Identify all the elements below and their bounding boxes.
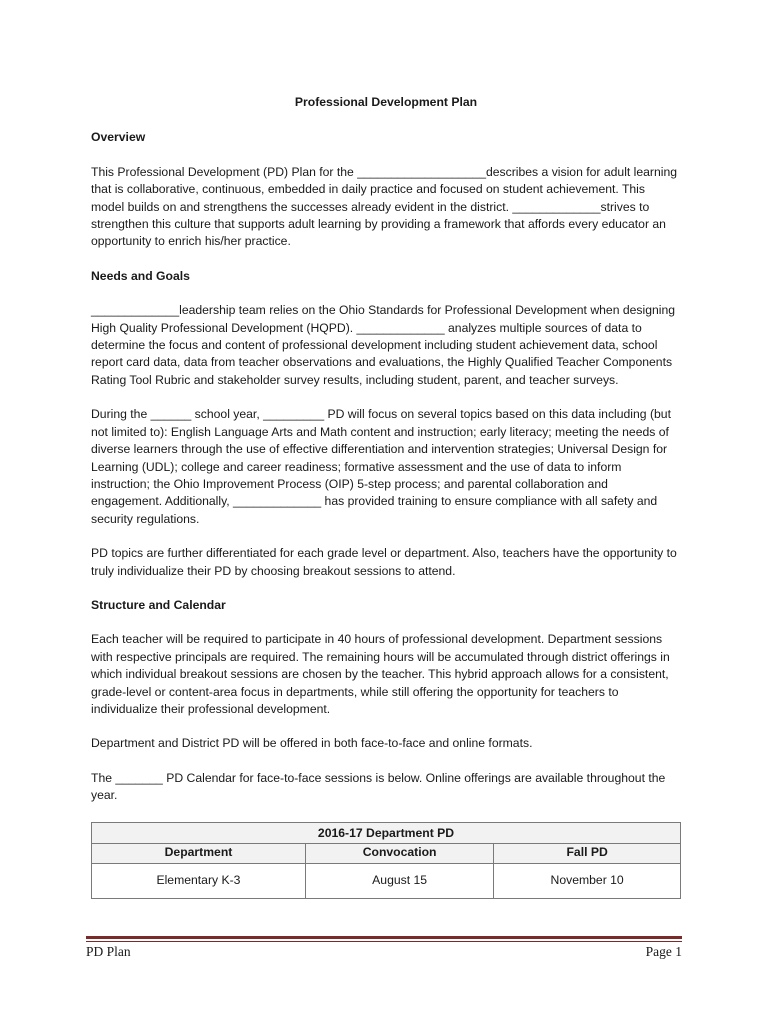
table-span-header-anchor [494,822,681,843]
footer-page-number: Page 1 [645,944,682,959]
footer-document-name: PD Plan [86,944,131,959]
pd-calendar-table [91,822,681,899]
needs-paragraph-1: _____________leadership team relies on the Ohio Standards for Professional Development when designing High Quality Professional Development (HQPD). _____________ analyzes multiple sources of data to determine the focus and content of professional development including student achievement data, school report card data, data from teacher observations and evaluations, the Highly Qualified Teacher Components Rating Tool Rubric and stakeholder survey results, including student, parent, and teacher surveys. [91,303,676,387]
table-spacer [92,822,494,843]
footer-rule-thin [86,941,682,942]
overview-paragraph: This Professional Development (PD) Plan for the ___________________describes a vision for adult learning that is collaborative, continuous, embedded in daily practice and focused on student achievement. This model builds on and strengthens the successes already evident in the district. _____________strives to strengthen this culture that supports adult learning by providing a framework that affords every educator an opportunity to enrich his/her practice. [91,164,678,249]
document-body [91,94,681,899]
structure-paragraph-1: Each teacher will be required to participate in 40 hours of professional development. Department sessions with respective principals are required. The remaining hours will be accumulated through district offerings in which individual breakout sessions are chosen by the teacher. This hybrid approach allows for a consistent, grade-level or content-area focus in departments, while still offering the opportunity for teachers to individualize their professional development. [91,632,670,716]
cell-convocation: August 15 [305,863,493,898]
needs-paragraph-2: During the ______ school year, _________ PD will focus on several topics based on this data including (but not limited to): English Language Arts and Math content and instruction; early literacy; meeting the needs of diverse learners through the use of effective differentiation and intervention strategies; Universal Design for Learning (UDL); college and career readiness; formative assessment and the use of data to inform instruction; the Ohio Improvement Process (OIP) 5-step process; and parental collaboration and engagement. Additionally, _____________ has provided training to ensure compliance with all safety and security regulations. [91,407,671,526]
structure-paragraph-3: The _______ PD Calendar for face-to-face sessions is below. Online offerings are available throughout the year. [91,770,666,803]
needs-paragraph-3: PD topics are further differentiated for each grade level or department. Also, teachers have the opportunity to truly individualize their PD by choosing breakout sessions to attend. [91,546,677,578]
table-row [92,863,681,898]
cell-department: Elementary K-3 [92,863,306,898]
needs-goals-heading: Needs and Goals [91,268,190,283]
table-span-header: 2016-17 Department PD [317,826,455,841]
document-title: Professional Development Plan [294,95,478,109]
structure-paragraph-2: Department and District PD will be offered in both face-to-face and online formats. [91,736,533,751]
column-header-fall-pd: Fall PD [494,843,681,863]
footer-rule [86,936,682,939]
structure-calendar-heading: Structure and Calendar [91,597,226,612]
column-header-convocation: Convocation [305,843,493,863]
column-header-department: Department [92,843,306,863]
cell-fall-pd: November 10 [494,863,681,898]
overview-heading: Overview [91,130,146,145]
